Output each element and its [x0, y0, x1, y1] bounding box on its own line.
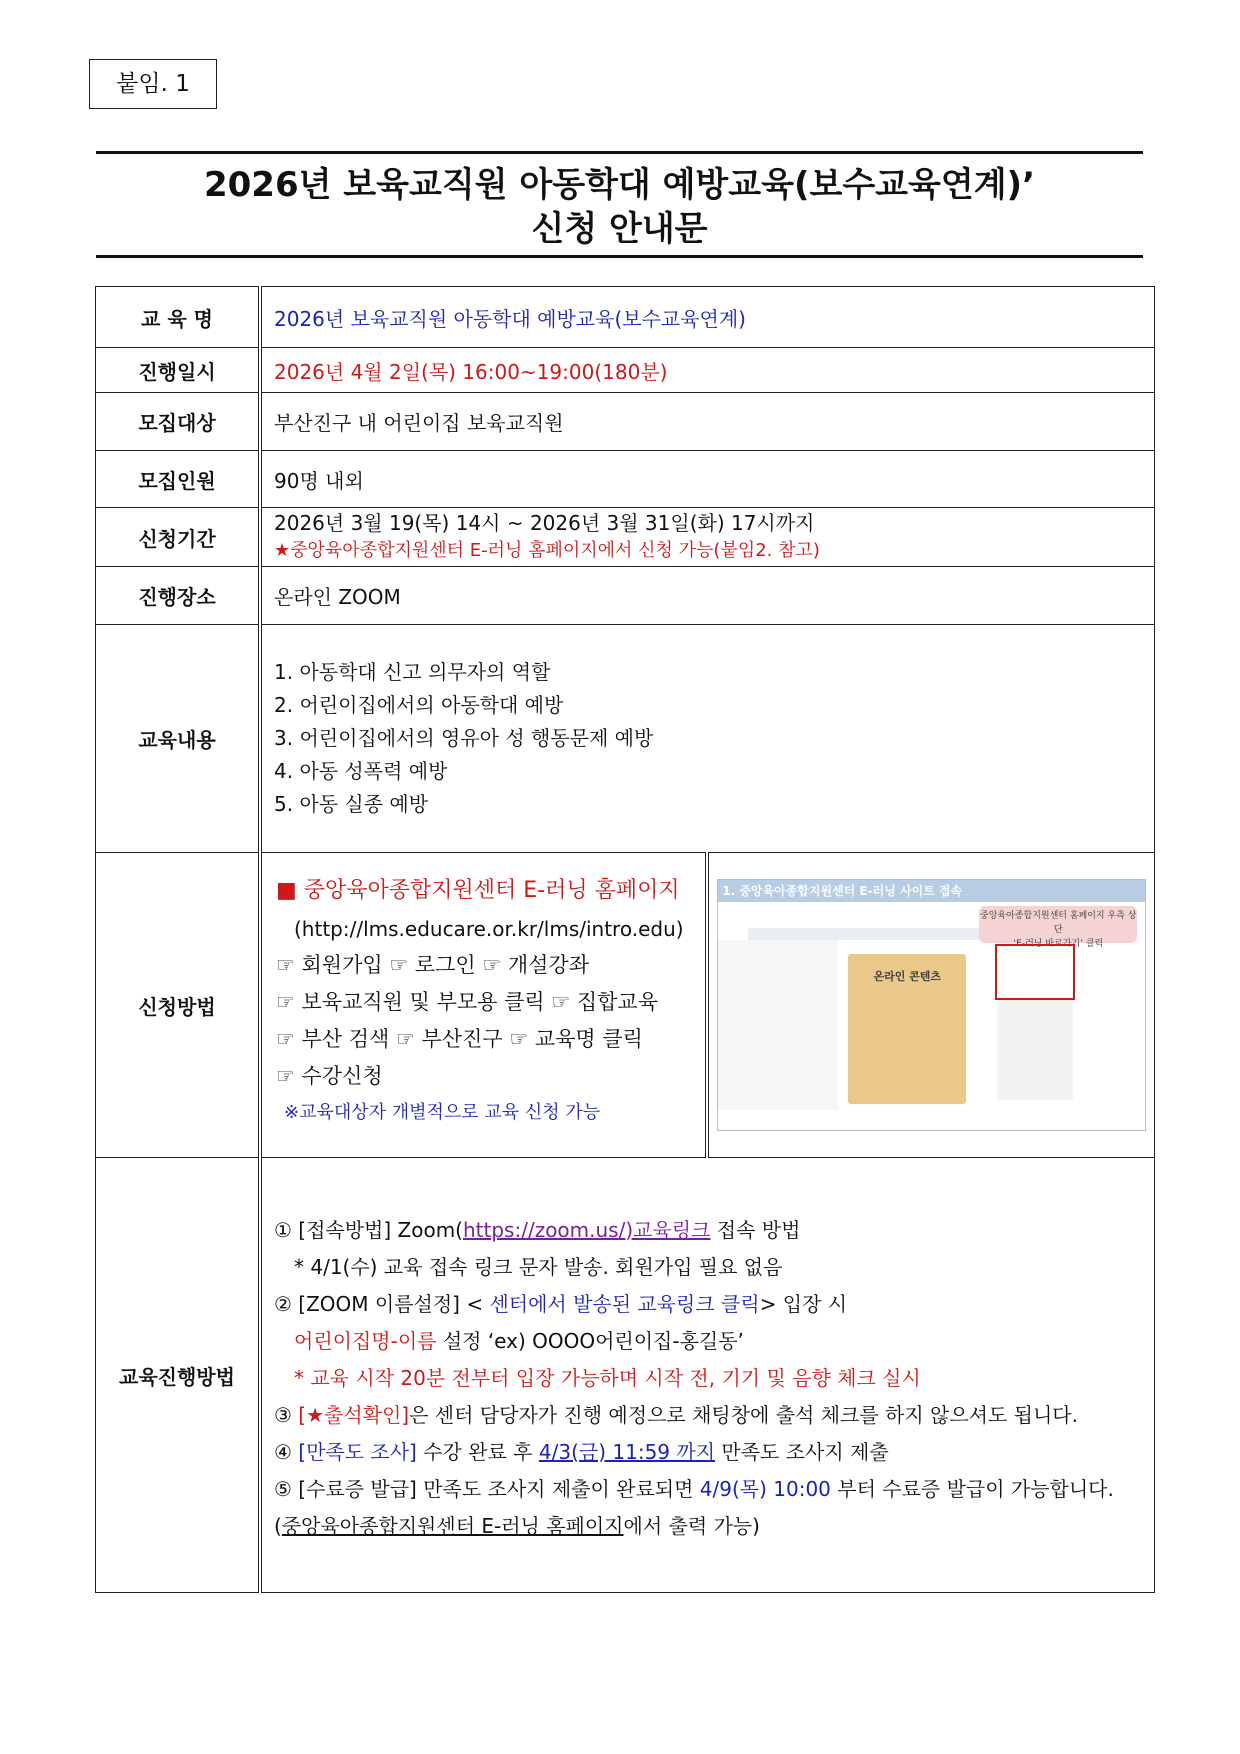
method-screenshot-cell [707, 853, 1154, 1158]
row-date [96, 348, 1155, 393]
info-table [95, 286, 1155, 1593]
process-underline: 중앙육아종합지원센터 E-러닝 홈페이지 [281, 1513, 624, 1538]
process-line-7 [274, 1434, 1142, 1471]
method-instructions [260, 853, 707, 1158]
zoom-link[interactable]: https://zoom.us/)교육링크 [463, 1217, 711, 1242]
process-text: ① [접속방법] Zoom( [274, 1217, 463, 1242]
process-line-1 [274, 1212, 1142, 1249]
label-method: 신청방법 [96, 853, 261, 1158]
process-line-2: * 4/1(수) 교육 접속 링크 문자 발송. 회원가입 필요 없음 [294, 1254, 783, 1279]
process-highlight: 어린이집명-이름 [294, 1328, 437, 1353]
process-text: 부터 수료증 발급이 가능합니다. ( [274, 1476, 1114, 1538]
process-text: ③ [274, 1402, 299, 1427]
title-block [96, 151, 1143, 258]
method-heading: ■ 중앙육아종합지원센터 E-러닝 홈페이지 [276, 878, 680, 903]
label-process: 교육진행방법 [96, 1158, 261, 1593]
process-highlight: [만족도 조사] [298, 1439, 417, 1464]
title-line-2: 신청 안내문 [531, 209, 708, 249]
process-line-8 [274, 1471, 1142, 1545]
value-target: 부산진구 내 어린이집 보육교직원 [260, 393, 1155, 451]
row-process [96, 1158, 1155, 1593]
period-note: ★중앙육아종합지원센터 E-러닝 홈페이지에서 신청 가능(붙임2. 참고) [274, 540, 820, 561]
process-line-6 [274, 1397, 1142, 1434]
process-text: ⑤ [수료증 발급] 만족도 조사지 제출이 완료되면 [274, 1476, 700, 1501]
title-rule-bottom [96, 255, 1143, 258]
process-text: 은 센터 담당자가 진행 예정으로 채팅창에 출석 체크를 하지 않으셔도 됩니다. [409, 1402, 1078, 1427]
attachment-label: 붙임. 1 [89, 59, 217, 109]
process-text: 설정 ‘ex) OOOO어린이집-홍길동’ [436, 1328, 744, 1353]
screenshot-highlight-box [995, 944, 1075, 1000]
document-title [96, 154, 1143, 255]
content-item: 2. 어린이집에서의 아동학대 예방 [274, 693, 564, 717]
row-capacity [96, 451, 1155, 508]
process-highlight: [★출석확인] [298, 1402, 410, 1427]
process-text: ④ [274, 1439, 299, 1464]
value-edu-name: 2026년 보육교직원 아동학대 예방교육(보수교육연계) [260, 287, 1155, 348]
process-line-3 [274, 1286, 1142, 1323]
label-place: 진행장소 [96, 567, 261, 625]
label-target: 모집대상 [96, 393, 261, 451]
screenshot-side-list [997, 1000, 1073, 1100]
label-date: 진행일시 [96, 348, 261, 393]
process-text: 접속 방법 [710, 1217, 801, 1242]
screenshot-callout [979, 906, 1137, 949]
label-period: 신청기간 [96, 508, 261, 567]
process-highlight: 4/3(금) 11:59 까지 [538, 1439, 716, 1464]
value-content [260, 625, 1155, 853]
row-content [96, 625, 1155, 853]
method-url[interactable]: (http://lms.educare.or.kr/lms/intro.edu) [294, 917, 684, 941]
label-edu-name: 교 육 명 [96, 287, 261, 348]
process-text: 수강 완료 후 [416, 1439, 539, 1464]
title-line-1: 2026년 보육교직원 아동학대 예방교육(보수교육연계)’ [203, 165, 1035, 205]
process-highlight: 4/9(목) 10:00 [699, 1476, 831, 1501]
screenshot-banner-text: 온라인 콘텐츠 [873, 970, 942, 983]
method-step: ☞ 부산 검색 ☞ 부산진구 ☞ 교육명 클릭 [276, 1027, 643, 1051]
method-step: ☞ 수강신청 [276, 1064, 383, 1088]
method-step: ☞ 보육교직원 및 부모용 클릭 ☞ 집합교육 [276, 990, 658, 1014]
method-step: ☞ 회원가입 ☞ 로그인 ☞ 개설강좌 [276, 953, 590, 977]
process-highlight: 센터에서 발송된 교육링크 클릭 [489, 1291, 760, 1316]
process-text: 에서 출력 가능) [623, 1513, 760, 1538]
content-item: 4. 아동 성폭력 예방 [274, 759, 448, 783]
callout-line-1: 중앙육아종합지원센터 홈페이지 우측 상단 [980, 911, 1137, 935]
method-note: ※교육대상자 개별적으로 교육 신청 가능 [284, 1102, 601, 1123]
value-date: 2026년 4월 2일(목) 16:00~19:00(180분) [260, 348, 1155, 393]
value-place: 온라인 ZOOM [260, 567, 1155, 625]
callout-line-2: ‘E-러닝 바로가기’ 클릭 [1013, 939, 1104, 949]
process-line-4 [274, 1323, 1142, 1360]
screenshot-banner [848, 954, 966, 1104]
process-text: 만족도 조사지 제출 [715, 1439, 889, 1464]
label-content: 교육내용 [96, 625, 261, 853]
content-item: 3. 어린이집에서의 영유아 성 행동문제 예방 [274, 726, 654, 750]
value-process [260, 1158, 1155, 1593]
process-text: > 입장 시 [759, 1291, 848, 1316]
screenshot-left-column [718, 940, 838, 1110]
row-method [96, 853, 1155, 1158]
content-item: 1. 아동학대 신고 의무자의 역할 [274, 660, 551, 684]
process-line-5: * 교육 시작 20분 전부터 입장 가능하며 시작 전, 기기 및 음향 체크 실시 [294, 1365, 921, 1390]
row-place [96, 567, 1155, 625]
screenshot-title-bar: 1. 중앙육아종합지원센터 E-러닝 사이트 접속 [718, 880, 1145, 902]
row-period [96, 508, 1155, 567]
period-dates: 2026년 3월 19(목) 14시 ~ 2026년 3월 31일(화) 17시까지 [274, 511, 815, 535]
row-target [96, 393, 1155, 451]
content-item: 5. 아동 실종 예방 [274, 792, 429, 816]
value-capacity: 90명 내외 [260, 451, 1155, 508]
value-period [260, 508, 1155, 567]
process-text: ② [ZOOM 이름설정] < [274, 1291, 490, 1316]
elearning-screenshot [717, 879, 1146, 1131]
row-edu-name [96, 287, 1155, 348]
label-capacity: 모집인원 [96, 451, 261, 508]
